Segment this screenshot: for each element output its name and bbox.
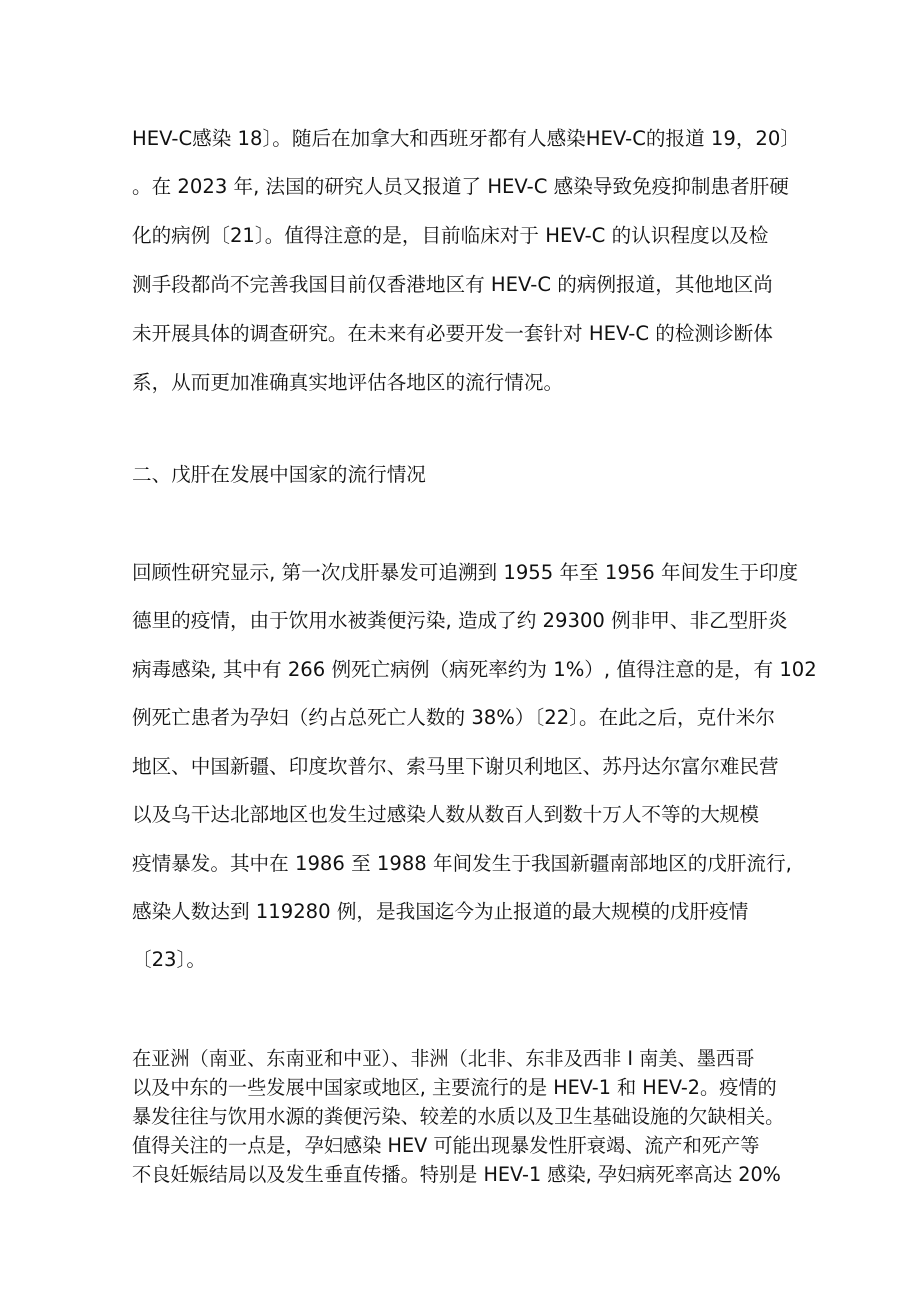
text-line: 值得关注的一点是，孕妇感染 HEV 可能出现暴发性肝衰竭、流产和死产等 <box>132 1134 760 1157</box>
text-line: 感染人数达到 119280 例，是我国迄今为止报道的最大规模的戊肝疫情 <box>132 900 749 923</box>
text-line: 不良妊娠结局以及发生垂直传播。特别是 HEV-1 感染, 孕妇病死率高达 20% <box>132 1163 781 1186</box>
text-line: 疫情暴发。其中在 1986 至 1988 年间发生于我国新疆南部地区的戊肝流行, <box>132 852 792 875</box>
text-line: 以及乌干达北部地区也发生过感染人数从数百人到数十万人不等的大规模 <box>132 803 759 826</box>
text-line: 。在 2023 年, 法国的研究人员又报道了 HEV-C 感染导致免疫抑制患者肝硬 <box>132 175 789 198</box>
text-line: 〔23〕。 <box>132 948 206 971</box>
text-line: 回顾性研究显示, 第一次戊肝暴发可追溯到 1955 年至 1956 年间发生于印度 <box>132 561 799 584</box>
text-line: 德里的疫情，由于饮用水被粪便污染, 造成了约 29300 例非甲、非乙型肝炎 <box>132 609 788 632</box>
text-line: 在亚洲（南亚、东南亚和中亚）、非洲（北非、东非及西非 I 南美、墨西哥 <box>132 1047 755 1070</box>
text-line: 测手段都尚不完善我国目前仅香港地区有 HEV-C 的病例报道，其他地区尚 <box>132 273 773 296</box>
text-line: 未开展具体的调查研究。在未来有必要开发一套针对 HEV-C 的检测诊断体 <box>132 322 773 345</box>
text-line: 地区、中国新疆、印度坎普尔、索马里下谢贝利地区、苏丹达尔富尔难民营 <box>132 755 779 778</box>
text-line: 以及中东的一些发展中国家或地区, 主要流行的是 HEV-1 和 HEV-2。疫情的 <box>132 1076 777 1099</box>
text-line: 化的病例〔21〕。值得注意的是，目前临床对于 HEV-C 的认识程度以及检 <box>132 224 769 247</box>
text-line: HEV-C感染 18〕。随后在加拿大和西班牙都有人感染HEV-C的报道 19，20〕 <box>132 127 800 150</box>
section-heading: 二、戊肝在发展中国家的流行情况 <box>132 463 426 486</box>
text-line: 例死亡患者为孕妇（约占总死亡人数的 38%）〔22〕。在此之后，克什米尔 <box>132 706 775 729</box>
text-line: 病毒感染, 其中有 266 例死亡病例（病死率约为 1%）, 值得注意的是，有 102 <box>132 658 817 681</box>
text-line: 暴发往往与饮用水源的粪便污染、较差的水质以及卫生基础设施的欠缺相关。 <box>132 1105 785 1128</box>
text-line: 系，从而更加准确真实地评估各地区的流行情况。 <box>132 371 564 394</box>
